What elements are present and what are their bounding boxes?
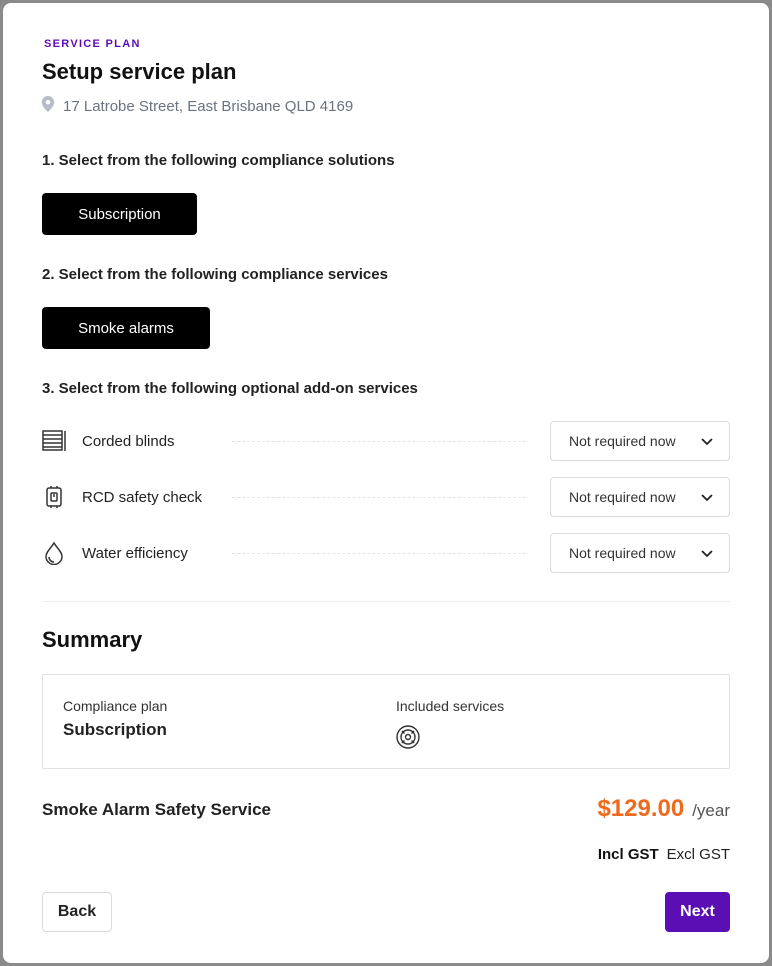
service-plan-modal — [3, 3, 769, 963]
price-amount: $129.00 — [597, 795, 685, 822]
water-drop-icon — [42, 541, 66, 565]
excl-gst-option[interactable]: Excl GST — [666, 846, 730, 863]
select-value: Not required now — [569, 545, 676, 561]
smoke-alarm-icon — [396, 725, 420, 754]
section-divider — [42, 601, 730, 602]
step-3-label: 3. Select from the following optional add-on services — [42, 380, 418, 397]
price-display — [597, 795, 730, 823]
page-title: Setup service plan — [42, 59, 237, 84]
compliance-plan-value: Subscription — [63, 720, 167, 739]
eyebrow-label: SERVICE PLAN — [44, 38, 141, 50]
smoke-alarms-button[interactable]: Smoke alarms — [42, 307, 210, 349]
leader-dots — [232, 553, 526, 554]
location-pin-icon — [41, 96, 55, 116]
subscription-button[interactable]: Subscription — [42, 193, 197, 235]
back-button[interactable]: Back — [42, 892, 112, 932]
included-services-label: Included services — [396, 698, 505, 714]
summary-title: Summary — [42, 627, 143, 652]
step-2-label: 2. Select from the following compliance services — [42, 266, 388, 283]
address-text: 17 Latrobe Street, East Brisbane QLD 4169 — [63, 97, 354, 115]
chevron-down-icon — [701, 433, 713, 449]
addon-label: Water efficiency — [82, 544, 188, 562]
address-line — [41, 96, 353, 116]
select-value: Not required now — [569, 489, 676, 505]
addon-row-rcd-safety-check — [42, 477, 730, 517]
addon-label: Corded blinds — [82, 432, 175, 450]
chevron-down-icon — [701, 545, 713, 561]
water-efficiency-select[interactable] — [550, 533, 730, 573]
rcd-safety-check-select[interactable] — [550, 477, 730, 517]
gst-toggle — [598, 846, 730, 863]
rcd-switch-icon — [42, 485, 66, 509]
next-button[interactable]: Next — [665, 892, 730, 932]
service-name: Smoke Alarm Safety Service — [42, 800, 271, 819]
leader-dots — [232, 497, 526, 498]
blinds-icon — [42, 429, 66, 453]
leader-dots — [232, 441, 526, 442]
chevron-down-icon — [701, 489, 713, 505]
incl-gst-option[interactable]: Incl GST — [597, 846, 659, 863]
addon-row-corded-blinds — [42, 421, 730, 461]
compliance-plan-label: Compliance plan — [63, 698, 168, 714]
corded-blinds-select[interactable] — [550, 421, 730, 461]
addon-row-water-efficiency — [42, 533, 730, 573]
price-period: /year — [692, 801, 730, 820]
addon-label: RCD safety check — [82, 488, 203, 506]
select-value: Not required now — [569, 433, 676, 449]
summary-box — [42, 674, 730, 769]
step-1-label: 1. Select from the following compliance solutions — [42, 152, 395, 169]
